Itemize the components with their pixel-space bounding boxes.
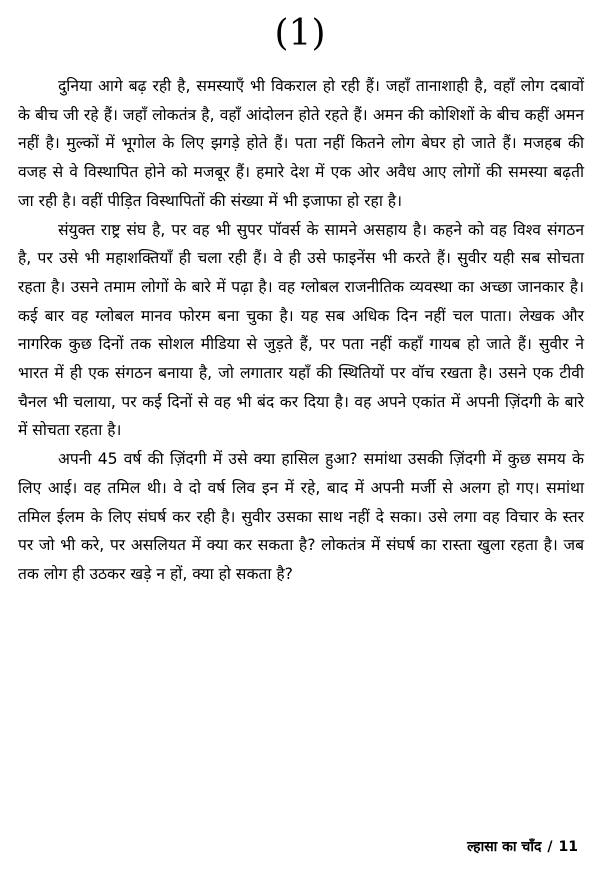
- paragraph-1: दुनिया आगे बढ़ रही है, समस्याएँ भी विकराल हो रही हैं। जहाँ तानाशाही है, वहाँ लोग दबावों के बीच जी रहे हैं। जहाँ लोकतंत्र है, वहाँ आंदोलन होते रहते हैं। अमन की कोशिशों के बीच कहीं अमन नहीं है। मुल्कों में भूगोल के लिए झगड़े होते हैं। पता नहीं कितने लोग बेघर हो जाते हैं। मजहब की वजह से वे विस्थापित होने को मजबूर हैं। हमारे देश में एक ओर अवैध आए लोगों की समस्या बढ़ती जा रही है। वहीं पीड़ित विस्थापितों की संख्या में भी इजाफा हो रहा है।: [18, 77, 584, 210]
- footer-book-title: ल्हासा का चाँद: [467, 839, 542, 855]
- page-footer: [467, 836, 578, 858]
- footer-page-number: 11: [558, 839, 578, 855]
- footer-separator: /: [547, 839, 553, 855]
- body-text: [18, 72, 584, 589]
- paragraph-3: अपनी 45 वर्ष की ज़िंदगी में उसे क्या हासिल हुआ? समांथा उसकी ज़िंदगी में कुछ समय के लिए आई। वह तमिल थी। वे दो वर्ष लिव इन में रहे, बाद में अपनी मर्जी से अलग हो गए। समांथा तमिल ईलम के लिए संघर्ष कर रही है। सुवीर उसका साथ नहीं दे सका। उसे लगा वह विचार के स्तर पर जो भी करे, पर असलियत में क्या कर सकता है? लोकतंत्र में संघर्ष का रास्ता खुला रहता है। जब तक लोग ही उठकर खड़े न हों, क्या हो सकता है?: [18, 450, 584, 583]
- paragraph-2: संयुक्त राष्ट्र संघ है, पर वह भी सुपर पॉवर्स के सामने असहाय है। कहने को वह विश्व संगठन है, पर उसे भी महाशक्तियाँ ही चला रही हैं। वे ही उसे फाइनेंस भी करते हैं। सुवीर यही सब सोचता रहता है। उसने तमाम लोगों के बारे में पढ़ा है। वह ग्लोबल राजनीतिक व्यवस्था का अच्छा जानकार है। कई बार वह ग्लोबल मानव फोरम बना चुका है। यह सब अधिक दिन नहीं चल पाता। लेखक और नागरिक कुछ दिनों तक सोशल मीडिया से जुड़ते हैं, पर पता नहीं कहाँ गायब हो जाते हैं। सुवीर ने भारत में ही एक संगठन बनाया है, जो लगातार यहाँ की स्थितियों पर वॉच रखता है। उसने एक टीवी चैनल भी चलाया, पर कई दिनों से वह भी बंद कर दिया है। वह अपने एकांत में अपनी ज़िंदगी के बारे में सोचता रहता है।: [18, 220, 584, 440]
- chapter-number: (1): [274, 13, 326, 54]
